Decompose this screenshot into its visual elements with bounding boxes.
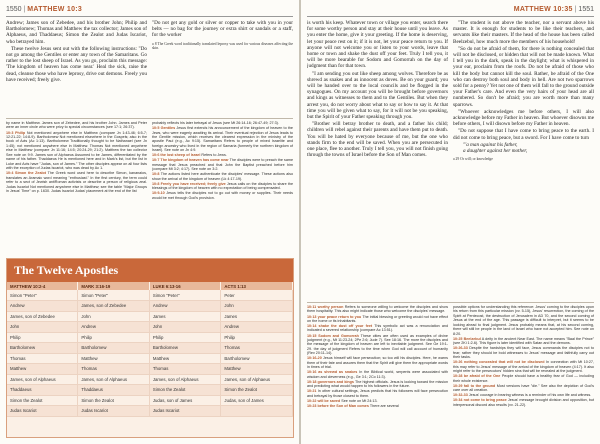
study-note: 10:29 fall to the ground Most versions have "die." See also the depiction of God's care over all creation. [453,383,594,393]
text-paragraph: "I am sending you out like sheep among wolves. Therefore be as shrewd as snakes and as innocent as doves. Be on your guard; you will be handed over to the local councils and be flogged in the synagogues. On my account you will be brought before governors and kings as witnesses to them and to the Gentiles. But when they arrest you, do not worry about what to say or how to say it. At that time you will be given what to say, for it will not be you speaking, but the Spirit of your Father speaking through you. [307,70,448,121]
right-text-col1 [307,20,448,300]
table-cell: James [149,311,221,322]
study-note: 10:26-33 Despite the hardships they will face, Jesus commands the disciples not to fear; rather they should be bold witnesses to Jesus' message and faithfully carry out their tasks. [453,346,594,360]
study-note: 10:8 Freely you have received; freely give Jesus calls on the disciples to share the blessings of the kingdom of heaven with no expectation of being compensated. [152,181,293,191]
table-cell: John [78,311,150,322]
study-note: 10:32-33 Jesus' courage in bearing witness is a reminder of his own life and witness. [453,393,592,398]
table-cell: James, son of Alphaeus [149,374,221,385]
table-row [7,406,293,417]
table-cell: Andrew [149,301,221,312]
table-cell: James, son of Alphaeus [221,374,293,385]
left-header-rule [6,16,293,17]
study-note: 10:34 not come to bring peace Jesus' message brought division and opposition, but interpersonal discord also results (vv. 21-22). [453,398,594,407]
table-cell: Judas Iscariot [78,406,150,417]
study-note: 10:7 The kingdom of heaven has come near The disciples were to preach the same message that Jesus preached and that John the Baptist preached before him (compare Mt 3:2; 4:17). See note on 3:2. [152,158,293,172]
study-note: 10:9-10 Jesus tells the disciples not to go out with money or supplies. Their needs would be met through God's provision. [152,191,293,200]
table-cell: James, son of Alphaeus [78,374,150,385]
text-paragraph: These twelve Jesus sent out with the following instructions: "Do not go among the Gentiles or enter any town of the Samaritans. Go rather to the lost sheep of Israel. As you go, proclaim this message: 'The kingdom of heaven has come near.' Heal the sick, raise the dead, cleanse those who have leprosy, drive out demons. Freely you have received; freely give. [6,45,147,83]
right-notes-col1 [307,305,448,441]
apostles-table [7,282,293,417]
table-row [7,374,293,385]
left-notes-col2 [152,121,293,255]
column-header: MARK 3:16-19 [78,282,150,290]
table-cell: Bartholomew [78,343,150,354]
apostles-body [7,290,293,416]
study-note: 10:25 Beelzebul A deity in the ancient Near East. The name means "Baal the Prince" (see 2Ki 1:2-6). This figure is later identified with Satan and the demons. [453,336,594,346]
table-row [7,332,293,343]
table-cell: James, son of Zebedee [78,301,150,312]
right-book-header: MATTHEW 10:35 [513,6,573,13]
table-cell: Andrew [7,301,78,312]
table-row [7,353,293,364]
left-notes-col1 [6,121,147,255]
table-cell: Thomas [221,343,293,354]
apostles-header-row [7,282,293,290]
table-row [7,385,293,396]
table-row [7,343,293,354]
table-cell: Judas, son of James [149,395,221,406]
table-cell: Thomas [78,364,150,375]
table-row [7,301,293,312]
study-note: 10:6 the lost sheep of Israel Refers to Jews. [152,153,227,158]
left-page-number: 1550 [6,6,22,13]
table-cell: Simon the Zealot [7,395,78,406]
study-note: 10:23 before the Son of Man comes There are several [307,403,399,408]
left-book-header: MATTHEW 10:3 [27,6,83,13]
left-footnote: a 8 The Greek word traditionally translated leprosy was used for various diseases affecting the skin. [152,41,293,51]
right-text-col2 [453,20,594,300]
study-note: 10:5 Gentiles Jesus first extends his announcement of the kingdom of heaven to the Jews, who were eagerly awaiting its arrival. Their eventual rejection of Jesus leads to the Gentile mission, which receives the clearest expression in the ministry of the apostle Paul (e.g., Ac 9:15). Samaritans Refers to people of mixed Israelite and foreign ancestry who lived in the region of Samaria (formerly the northern kingdom of Israel). See note on Jn 4:9. [152,126,293,153]
column-header: ACTS 1:13 [221,282,293,290]
study-note: 10:21 In other cultural settings, Jesus predicts that his followers will face persecution and betrayal by those closest to them. [307,389,448,398]
study-note: 10:14 shake the dust off your feet This symbolic act was a renunciation and indicated a severed relationship (compare Ac 13:51). [307,324,448,333]
table-cell: John [149,322,221,333]
right-page-number: 1551 [578,6,594,13]
study-note: 10:15 Sodom and Gomorrah These cities are often used as examples of divine judgment (e.g., Mt 11:23-24; 2Pe 2:6; Jude 7). See 18:16. The more the disciples and the message of the kingdom of heaven are left to inevitable judgment. See Ge 19:1-29. the day of judgment Refers to the time when God will call account of humanity (Rev 20:11-14). [307,333,448,356]
left-page [0,0,299,444]
text-paragraph: Andrew; James son of Zebedee, and his brother John; Philip and Bartholomew; Thomas and Matthew the tax collector; James son of Alphaeus, and Thaddaeus; Simon the Zealot and Judas Iscariot, who betrayed him. [6,20,147,45]
text-paragraph: is worth his keep. Whatever town or village you enter, search there for some worthy person and stay at their house until you leave. As you enter the home, give it your greeting. If the home is deserving, let your peace rest on it; if it is not, let your peace return to you. If anyone will not welcome you or listen to your words, leave that home or town and shake the dust off your feet. Truly I tell you, it will be more bearable for Sodom and Gomorrah on the day of judgment than for that town. [307,20,448,70]
table-cell: Thomas [149,364,221,375]
column-header: LUKE 6:13-16 [149,282,221,290]
text-paragraph: "So do not be afraid of them, for there is nothing concealed that will not be disclosed, or hidden that will not be made known. What I tell you in the dark, speak in the daylight; what is whispered in your ear, proclaim from the roofs. Do not be afraid of those who kill the body but cannot kill the soul. Rather, be afraid of the One who can destroy both soul and body in hell. Are not two sparrows sold for a penny? Yet not one of them will fall to the ground outside your Father's care. And even the very hairs of your head are all numbered. So don't be afraid; you are worth more than many sparrows. [453,45,594,108]
table-cell: Judas Iscariot [7,406,78,417]
study-note: 10:4 Simon the Zealot The Greek word used here to describe Simon, kananaios, translates an Aramaic word meaning "enthusiast." In the first century, the term could refer to a sect of Jewish antiRoman activists or describe a person of religious zeal. Judas Iscariot Not mentioned anywhere else in Matthew; see the table "Major Groups in Jesus' Time" on p. 1630. Judas Iscariot Judas' placement at the end of the list [6,171,147,193]
right-notes-rule [307,302,594,303]
table-cell: Simon "Peter" [149,290,221,301]
table-row [7,290,293,301]
table-cell: Thaddaeus [7,385,78,396]
right-header-rule [307,16,594,17]
table-cell: James [221,311,293,322]
table-cell: Thaddaeus [78,385,150,396]
table-row [7,311,293,322]
text-paragraph: "The student is not above the teacher, nor a servant above his master. It is enough for students to be like their teachers, and servants like their masters. If the head of the house has been called Beelzebul, how much more the members of his household! [453,20,594,45]
table-cell: Simon the Zealot [221,385,293,396]
apostles-panel [6,258,294,438]
study-note: 10:18 governors and kings The highest officials. Jesus is looking toward the mission and predicting what would happen to his followers in the future. [307,379,448,389]
study-note: by name in Matthew. James son of Zebedee, and his brother John. James and Peter were an inner circle who were privy to special circumstances (see 17:1; 26:37). [6,121,147,130]
study-note: 10:8 The actions listed here authenticate the disciples' message. These actions also show the arrival of the kingdom of heaven (Lk 4:17-19). [152,172,293,181]
table-row [7,364,293,375]
study-note: 10:26 nothing concealed that will not be disclosed In connection with Mt 10:27, this may refer to Jesus' message of the arrival of the kingdom of heaven (4:17). It also might refer to the persecutors' hidden sins that will be revealed at the judgment. [453,360,594,374]
right-running-head: MATTHEW 10:35 | 1551 [513,6,594,13]
left-text-col2 [152,20,293,116]
left-notes-rule [6,118,293,119]
table-cell: Matthew [7,364,78,375]
study-note: 10:22 will be saved See note on Mt 24:13. [307,398,378,403]
table-cell: James, son of Alphaeus [7,374,78,385]
table-cell: Bartholomew [221,353,293,364]
study-note: 10:28 be afraid of the One People should have a healthy fear of God — including their whole existence. [453,374,594,383]
study-note: 10:16 as shrewd as snakes In the Biblical world, serpents were associated with wisdom and cleverness (e.g., Ge 3:1; 2Co 11:3). [307,370,448,379]
table-cell: Simon the Zealot [149,385,221,396]
poetry-line: "'a man against his father, [463,141,518,148]
study-note: probably reflects his later betrayal of Jesus (see Mt 26:14-16; 26:47-49; 27:3). [152,121,279,125]
table-cell: Simon the Zealot [78,395,150,406]
right-notes-col2 [453,305,594,441]
table-cell: Bartholomew [149,343,221,354]
table-cell: Philip [78,332,150,343]
study-note: 10:16-20 Jesus himself will face persecution; so too will his disciples. Here, he warns them of their fate and assures them that the Spirit will give them the appropriate words in times of trial. [307,356,448,370]
text-paragraph: "Whoever acknowledges me before others, I will also acknowledge before my Father in heaven. But whoever disowns me before others, I will disown before my Father in heaven. [453,108,594,128]
table-cell: Andrew [221,322,293,333]
text-paragraph: "Brother will betray brother to death, and a father his child; children will rebel against their parents and have them put to death. You will be hated by everyone because of me, but the one who stands firm to the end will be saved. When you are persecuted in one place, flee to another. Truly I tell you, you will not finish going through the towns of Israel before the Son of Man comes. [307,121,448,159]
table-cell [221,406,293,417]
table-cell: Matthew [149,353,221,364]
table-cell: Simon "Peter" [78,290,150,301]
table-cell: Judas Iscariot [149,406,221,417]
table-cell: Andrew [78,322,150,333]
right-footnote: a 29 Or will; or knowledge [453,157,493,162]
table-row [7,322,293,333]
right-page [301,0,600,444]
table-cell: Philip [7,332,78,343]
table-cell: Matthew [221,364,293,375]
left-text-col1 [6,20,147,116]
table-cell: Matthew [78,353,150,364]
table-cell: Simon "Peter" [7,290,78,301]
study-note: 10:3 Philip Not mentioned anywhere else in Matthew (compare Jn 1:43-46; 6:5-7; 12:21-22; 14:8-9). Bartholomew Not mentioned elsewhere in the Gospels; also in the book of Acts (Ac 1:13). Bartholomew Traditionally thought to be Nathanael (see Jn 1:45); not mentioned anywhere else in Matthew. Thomas Not mentioned anywhere else in Matthew (compare Jn 11:16; 14:5; 20:24-29; 21:2). Matthew the tax collector See note on 9:9. James son of Alphaeus Assumed to be James, differentiated by the name of his father. Thaddaeus He is mentioned here and in Mark's list, but the list in Luke and Acts have "Judas, son of James." The other disciples appear on all four lists with the exception of Judas Iscariot, who was dead by Ac 1. [6,130,147,171]
text-paragraph: "Do not suppose that I have come to bring peace to the earth. I did not come to bring peace, but a sword. For I have come to turn [453,128,594,141]
table-cell: John [221,301,293,312]
study-note: 10:13 your peace return to you The initial blessing or greeting would not have effect on the home or its inhabitants. [307,314,448,323]
study-note: 10:11 worthy person Refers to someone willing to welcome the disciples and show them hospitality. This also might indicate those who welcome the disciples' message. [307,305,448,314]
table-cell: Thomas [7,353,78,364]
table-cell: Bartholomew [7,343,78,354]
table-row [7,395,293,406]
text-paragraph: "Do not get any gold or silver or copper to take with you in your belts — no bag for the journey or extra shirt or sandals or a staff, for the worker [152,20,293,39]
apostles-title: The Twelve Apostles [7,259,293,282]
table-cell: James, son of Zebedee [7,311,78,322]
left-running-head: 1550 | MATTHEW 10:3 [6,6,83,13]
table-cell: Philip [149,332,221,343]
table-cell: John [7,322,78,333]
table-cell: Peter [221,290,293,301]
study-note: possible options for understanding this reference: Jesus' coming to the disciples upon his return from this particular mission (vv. 5-15), Jesus' resurrection, the coming of the Spirit at Pentecost, the destruction of Jerusalem in AD 70, and the second coming of Jesus at the end of the age. This passage is difficult to interpret, but it seems to be looking ahead to final judgment. Jesus probably means that, at his second coming, there will still be people in the land of Israel who have not accepted him. See note on 8:20. [453,305,594,336]
table-cell: Philip [221,332,293,343]
poetry-line: a daughter against her mother, [463,148,528,155]
column-header: MATTHEW 10:2-4 [7,282,78,290]
table-cell: Judas, son of James [221,395,293,406]
